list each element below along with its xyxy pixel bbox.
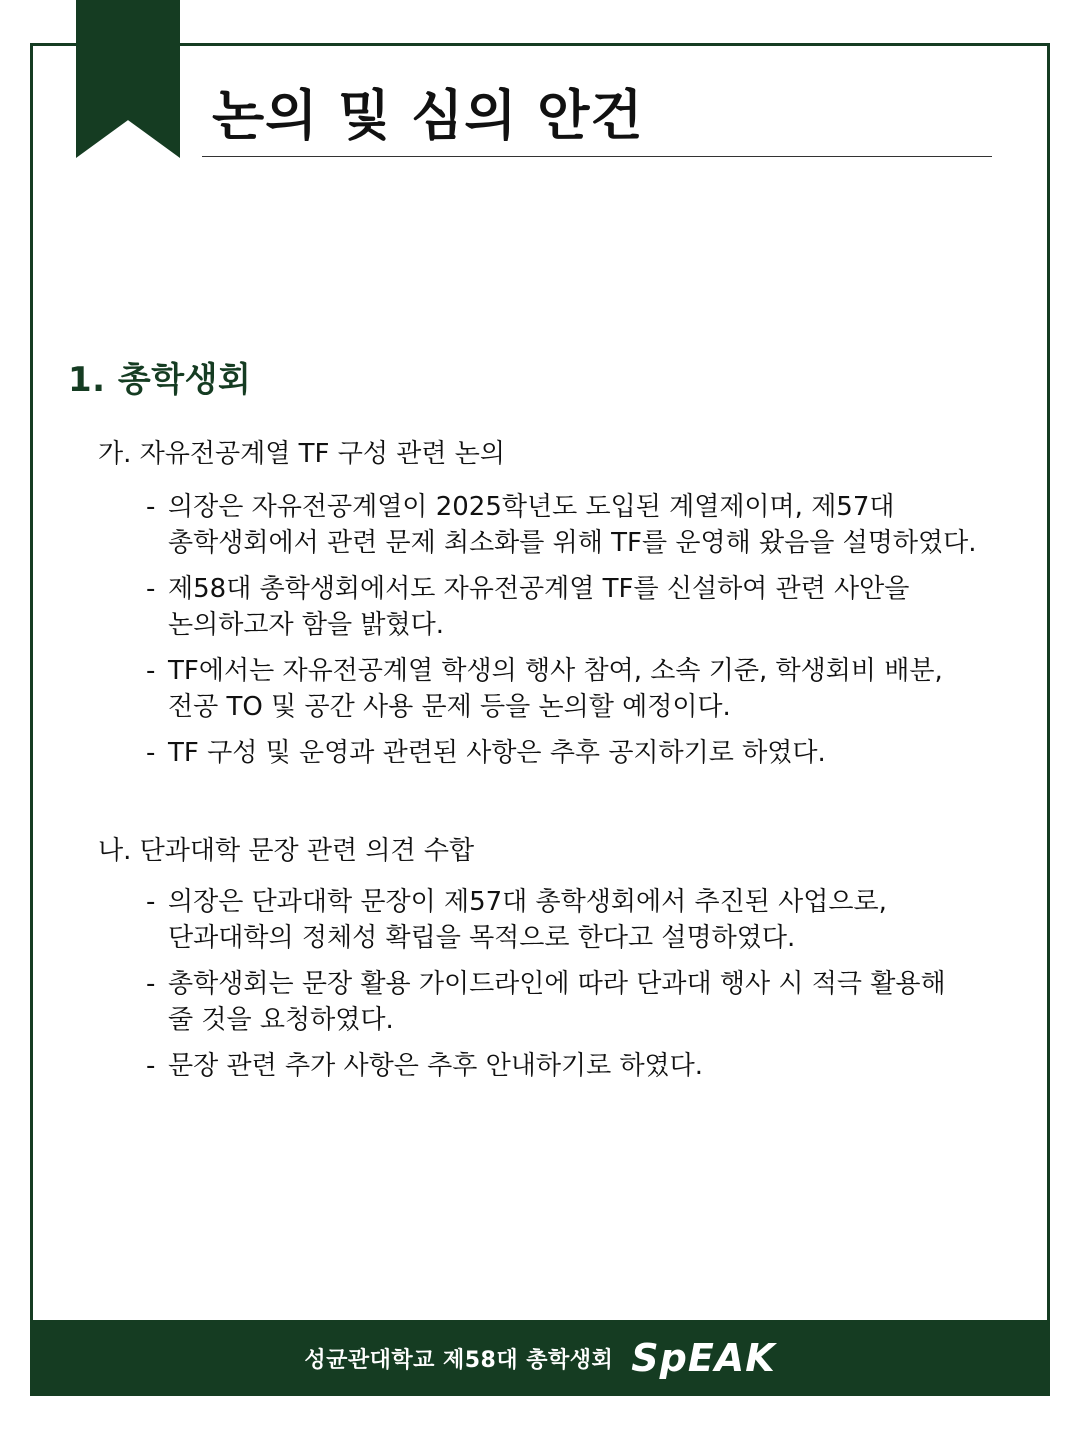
bullet-text — [168, 571, 1026, 643]
bullet-line: 줄 것을 요청하였다. — [168, 1005, 394, 1035]
bullet-item — [146, 966, 1026, 1038]
bullet-text — [168, 489, 1026, 561]
item-b-bullets — [146, 884, 1026, 1094]
bullet-line: 단과대학의 정체성 확립을 목적으로 한다고 설명하였다. — [168, 923, 796, 953]
bullet-line: 논의하고자 함을 밝혔다. — [168, 610, 444, 640]
bullet-item — [146, 1048, 1026, 1084]
title-underline — [202, 156, 992, 157]
footer-organization: 성균관대학교 제58대 총학생회 — [304, 1347, 614, 1373]
bullet-line: 의장은 자유전공계열이 2025학년도 도입된 계열제이며, 제57대 — [168, 492, 895, 522]
bullet-line: TF에서는 자유전공계열 학생의 행사 참여, 소속 기준, 학생회비 배분, — [168, 656, 943, 686]
footer-bar — [30, 1320, 1050, 1396]
bullet-line: 총학생회는 문장 활용 가이드라인에 따라 단과대 행사 시 적극 활용해 — [168, 969, 946, 999]
bullet-dash: - — [146, 656, 156, 686]
bullet-item — [146, 884, 1026, 956]
bullet-item — [146, 735, 1026, 771]
bullet-dash: - — [146, 492, 156, 522]
bullet-item — [146, 571, 1026, 643]
bullet-dash: - — [146, 1051, 156, 1081]
bullet-line: 제58대 총학생회에서도 자유전공계열 TF를 신설하여 관련 사안을 — [168, 574, 910, 604]
bullet-dash: - — [146, 738, 156, 768]
speak-logo: SpEAK — [631, 1336, 776, 1380]
bullet-text — [168, 884, 1026, 956]
item-b-heading: 나. 단과대학 문장 관련 의견 수합 — [98, 836, 475, 866]
bullet-item — [146, 653, 1026, 725]
bullet-text — [168, 1048, 1026, 1084]
item-a-heading: 가. 자유전공계열 TF 구성 관련 논의 — [98, 439, 505, 469]
item-a-bullets — [146, 489, 1026, 781]
bullet-item — [146, 489, 1026, 561]
bullet-line: TF 구성 및 운영과 관련된 사항은 추후 공지하기로 하였다. — [168, 738, 826, 768]
page-title: 논의 및 심의 안건 — [212, 84, 644, 147]
bullet-text — [168, 966, 1026, 1038]
bullet-line: 총학생회에서 관련 문제 최소화를 위해 TF를 운영해 왔음을 설명하였다. — [168, 528, 977, 558]
bullet-line: 문장 관련 추가 사항은 추후 안내하기로 하였다. — [168, 1051, 704, 1081]
bullet-text — [168, 735, 1026, 771]
bullet-line: 전공 TO 및 공간 사용 문제 등을 논의할 예정이다. — [168, 692, 731, 722]
bullet-dash: - — [146, 887, 156, 917]
bullet-dash: - — [146, 574, 156, 604]
bullet-dash: - — [146, 969, 156, 999]
section-heading: 1. 총학생회 — [68, 360, 252, 400]
bullet-line: 의장은 단과대학 문장이 제57대 총학생회에서 추진된 사업으로, — [168, 887, 887, 917]
bullet-text — [168, 653, 1026, 725]
